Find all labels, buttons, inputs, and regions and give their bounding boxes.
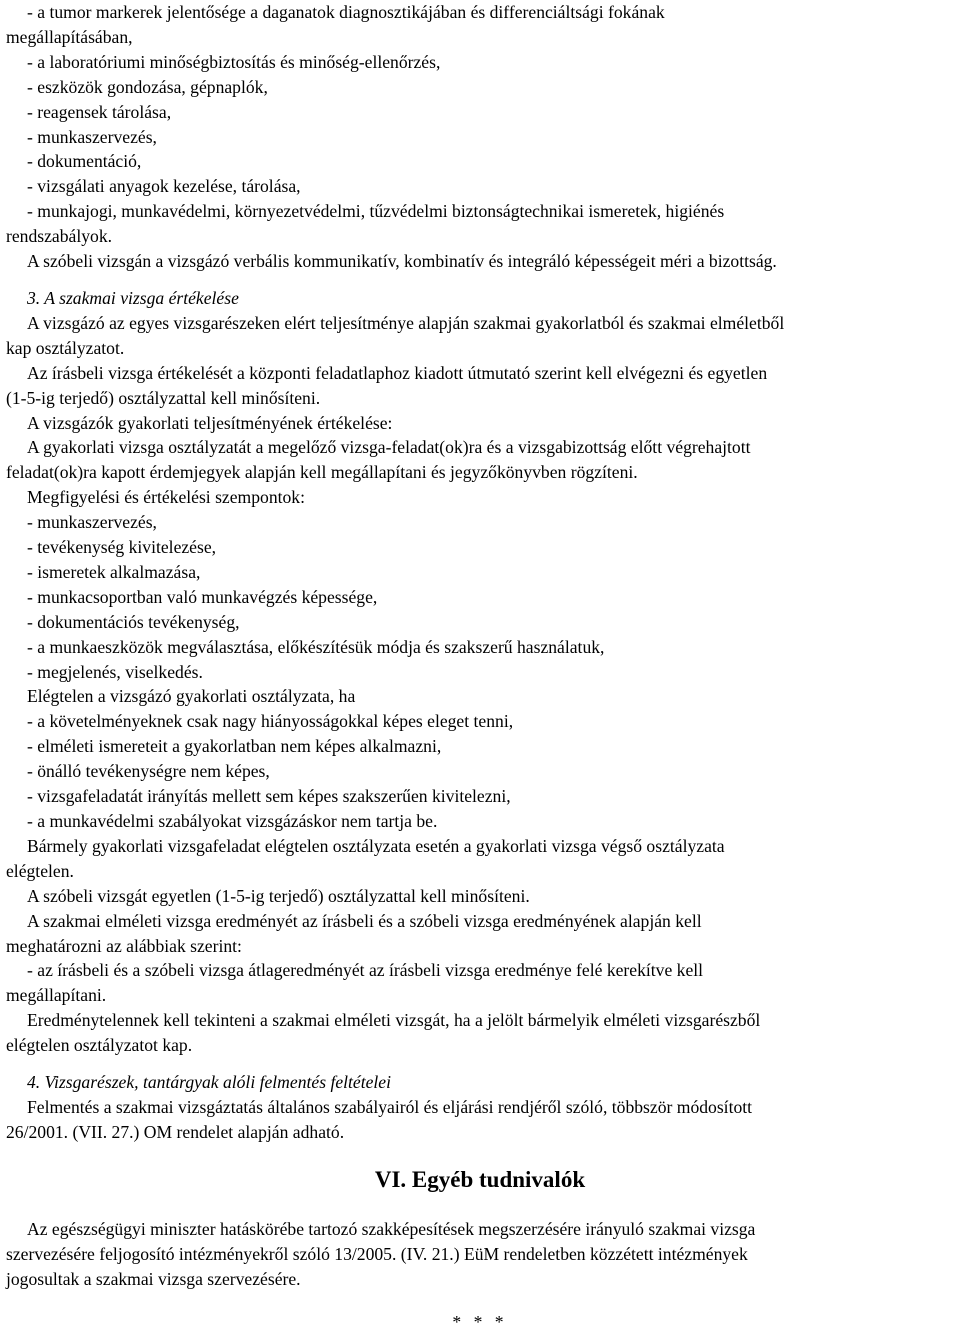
oral-exam-paragraph: A szóbeli vizsgán a vizsgázó verbális kommunikatív, kombinatív és integráló képességeit méri a bizottság.: [27, 251, 777, 272]
section-6: [6, 1217, 954, 1292]
paragraph-line: elégtelen.: [6, 860, 74, 881]
section-3-heading: 3. A szakmai vizsga értékelése: [27, 287, 239, 308]
criteria-item: - megjelenés, viselkedés.: [27, 661, 203, 682]
list-item: - dokumentáció,: [27, 151, 142, 172]
paragraph-line: 26/2001. (VII. 27.) OM rendelet alapján adható.: [6, 1121, 345, 1142]
fail-item: - önálló tevékenységre nem képes,: [27, 761, 270, 782]
fail-item: - vizsgafeladatát irányítás mellett sem képes szakszerűen kivitelezni,: [27, 786, 511, 807]
list-item-continuation: megállapításában,: [6, 26, 133, 47]
criteria-item: - dokumentációs tevékenység,: [27, 611, 240, 632]
paragraph-line: feladat(ok)ra kapott érdemjegyek alapján kell megállapítani és jegyzőkönyvben rögzíteni.: [6, 462, 638, 483]
paragraph-line: Az írásbeli vizsga értékelését a központi feladatlaphoz kiadott útmutató szerint kell elvégezni és egyetlen: [27, 362, 768, 383]
list-item: - a tumor markerek jelentősége a daganatok diagnosztikájában és differenciáltsági fokának: [27, 2, 665, 22]
paragraph-line: A szakmai elméleti vizsga eredményét az írásbeli és a szóbeli vizsga eredményének alapján kell: [27, 910, 702, 931]
paragraph-line: kap osztályzatot.: [6, 337, 125, 358]
list-item: - reagensek tárolása,: [27, 101, 172, 122]
paragraph-line: A szóbeli vizsgát egyetlen (1-5-ig terjedő) osztályzattal kell minősíteni.: [27, 885, 530, 906]
end-stars: * * *: [452, 1311, 508, 1332]
list-item: - munkajogi, munkavédelmi, környezetvédelmi, tűzvédelmi biztonságtechnikai ismeretek, higiénés: [27, 201, 725, 222]
paragraph-line: Bármely gyakorlati vizsgafeladat elégtelen osztályzata esetén a gyakorlati vizsga végső osztályzata: [27, 835, 725, 856]
criteria-heading: Megfigyelési és értékelési szempontok:: [27, 487, 305, 508]
paragraph-line: Eredménytelennek kell tekinteni a szakmai elméleti vizsgát, ha a jelölt bármelyik elméleti vizsgarészből: [27, 1010, 761, 1031]
section-4-heading: 4. Vizsgarészek, tantárgyak alóli felmentés feltételei: [27, 1072, 392, 1093]
list-item: - munkaszervezés,: [27, 126, 157, 147]
criteria-item: - ismeretek alkalmazása,: [27, 561, 201, 582]
list-item-continuation: rendszabályok.: [6, 226, 113, 247]
criteria-item: - tevékenység kivitelezése,: [27, 537, 217, 558]
section-6-title: VI. Egyéb tudnivalók: [374, 1166, 586, 1192]
fail-item: - elméleti ismereteit a gyakorlatban nem képes alkalmazni,: [27, 736, 442, 757]
fail-item: - a követelményeknek csak nagy hiányosságokkal képes eleget tenni,: [27, 711, 514, 732]
list-item: - eszközök gondozása, gépnaplók,: [27, 76, 268, 97]
list-item: - vizsgálati anyagok kezelése, tárolása,: [27, 176, 301, 197]
paragraph-line: Felmentés a szakmai vizsgáztatás általános szabályairól és eljárási rendjéről szóló, többször módosított: [27, 1096, 753, 1117]
criteria-item: - munkaszervezés,: [27, 512, 157, 533]
section-3: [6, 286, 954, 1058]
list-item: - a laboratóriumi minőségbiztosítás és minőség-ellenőrzés,: [27, 51, 441, 72]
paragraph-line: jogosultak a szakmai vizsga szervezésére.: [6, 1268, 301, 1289]
criteria-item: - a munkaeszközök megválasztása, előkészítésük módja és szakszerű használatuk,: [27, 636, 605, 657]
top-list: [6, 0, 954, 249]
paragraph-line: A gyakorlati vizsga osztályzatát a megelőző vizsga-feladat(ok)ra és a vizsgabizottság előtt végrehajtott: [27, 437, 751, 458]
paragraph-line: A vizsgázó az egyes vizsgarészeken elért teljesítménye alapján szakmai gyakorlatból és szakmai elméletből: [27, 312, 785, 333]
fail-item: - a munkavédelmi szabályokat vizsgázáskor nem tartja be.: [27, 811, 438, 831]
fail-heading: Elégtelen a vizsgázó gyakorlati osztályzata, ha: [27, 686, 356, 707]
section-4: [6, 1070, 954, 1145]
criteria-item: - munkacsoportban való munkavégzés képessége,: [27, 586, 378, 607]
paragraph-line: szervezésére feljogosító intézményekről szóló 13/2005. (IV. 21.) EüM rendeletben közzétett intézmények: [6, 1243, 748, 1264]
paragraph-line: (1-5-ig terjedő) osztályzattal kell minősíteni.: [6, 387, 321, 408]
paragraph-line: - az írásbeli és a szóbeli vizsga átlageredményét az írásbeli vizsga eredménye felé kerekítve kell: [27, 960, 704, 981]
paragraph-line: megállapítani.: [6, 985, 107, 1006]
paragraph-line: meghatározni az alábbiak szerint:: [6, 935, 242, 956]
paragraph-line: elégtelen osztályzatot kap.: [6, 1035, 193, 1056]
paragraph-line: A vizsgázók gyakorlati teljesítményének értékelése:: [27, 412, 393, 433]
paragraph-line: Az egészségügyi miniszter hatáskörébe tartozó szakképesítések megszerzésére irányuló szakmai vizsga: [27, 1218, 756, 1239]
